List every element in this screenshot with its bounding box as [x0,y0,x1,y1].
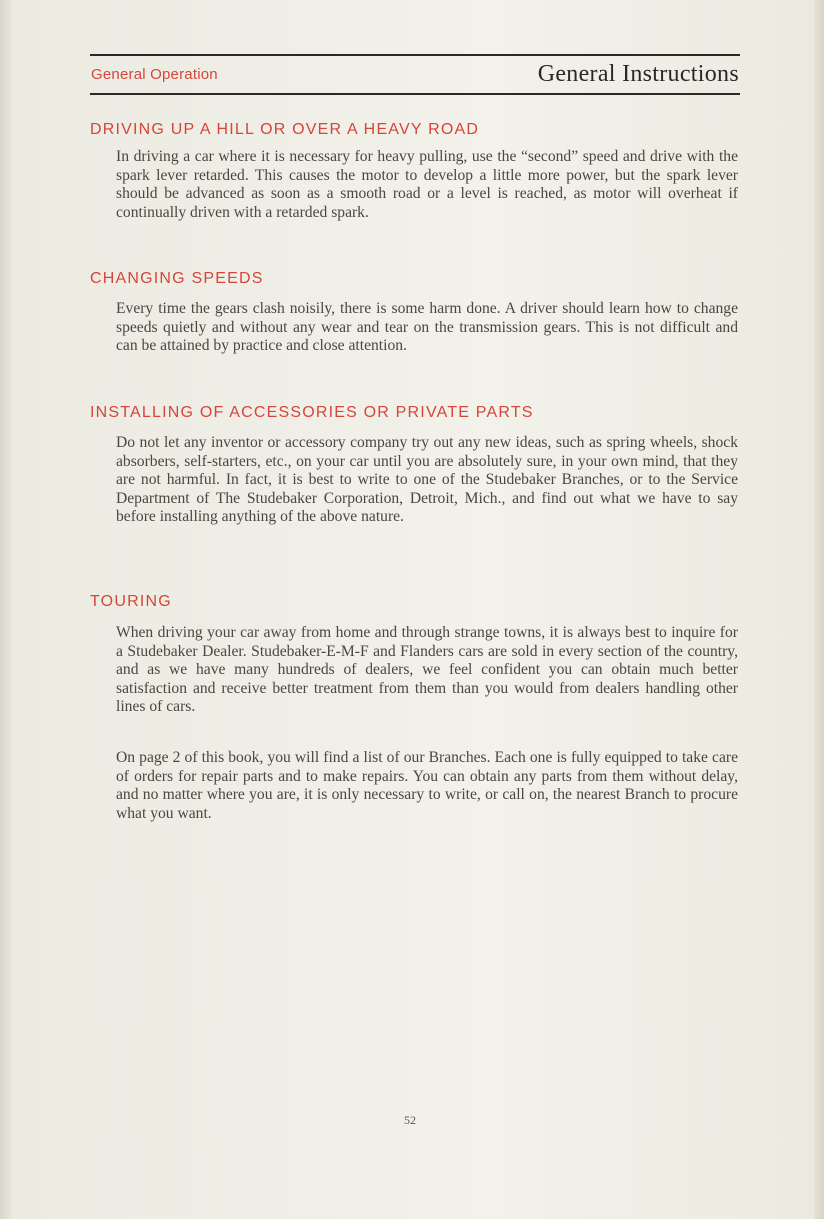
section-title-installing-accessories: INSTALLING OF ACCESSORIES OR PRIVATE PARTS [90,404,534,421]
header-bottom-rule [90,93,740,95]
header-top-rule [90,54,740,56]
paragraph-changing-speeds: Every time the gears clash noisily, there is some harm done. A driver should learn how to change speeds quietly and without any wear and tear on the transmission gears. This is not difficult and can be attained by practice and close attention. [116,300,738,354]
paragraph-touring-2: On page 2 of this book, you will find a list of our Branches. Each one is fully equipped to take care of orders for repair parts and to make repairs. You can obtain any parts from them without delay, and no matter where you are, it is only necessary to write, or call on, the nearest Branch to procure what you want. [116,749,738,822]
section-title-driving-up-hill: DRIVING UP A HILL OR OVER A HEAVY ROAD [90,121,480,138]
paragraph-driving-up-hill: In driving a car where it is necessary for heavy pulling, use the “second” speed and drive with the spark lever retarded. This causes the motor to develop a little more power, but the spark lever should be advanced as soon as a smooth road or a level is reached, as motor will overheat if continually driven with a retarded spark. [116,148,738,221]
running-head-section: General Operation [91,66,218,83]
paragraph-touring-1: When driving your car away from home and through strange towns, it is always best to inquire for a Studebaker Dealer. Studebaker-E-M-F and Flanders cars are sold in every section of the country, and as we have many hundreds of dealers, we feel confident you can obtain much better satisfaction and receive better treatment from them than you would from dealers handling other lines of cars. [116,624,738,715]
page-edge [814,0,824,1219]
section-title-changing-speeds: CHANGING SPEEDS [90,270,264,287]
running-head-title: General Instructions [537,61,739,87]
page-number: 52 [404,1113,416,1127]
paragraph-installing-accessories: Do not let any inventor or accessory company try out any new ideas, such as spring wheels, shock absorbers, self-starters, etc., on your car until you are absolutely sure, in your own mind, that they are not harmful. In fact, it is best to write to one of the Studebaker Branches, or to the Service Department of The Studebaker Corporation, Detroit, Mich., and find out what we have to say before installing anything of the above nature. [116,434,738,525]
section-title-touring: TOURING [90,593,172,610]
